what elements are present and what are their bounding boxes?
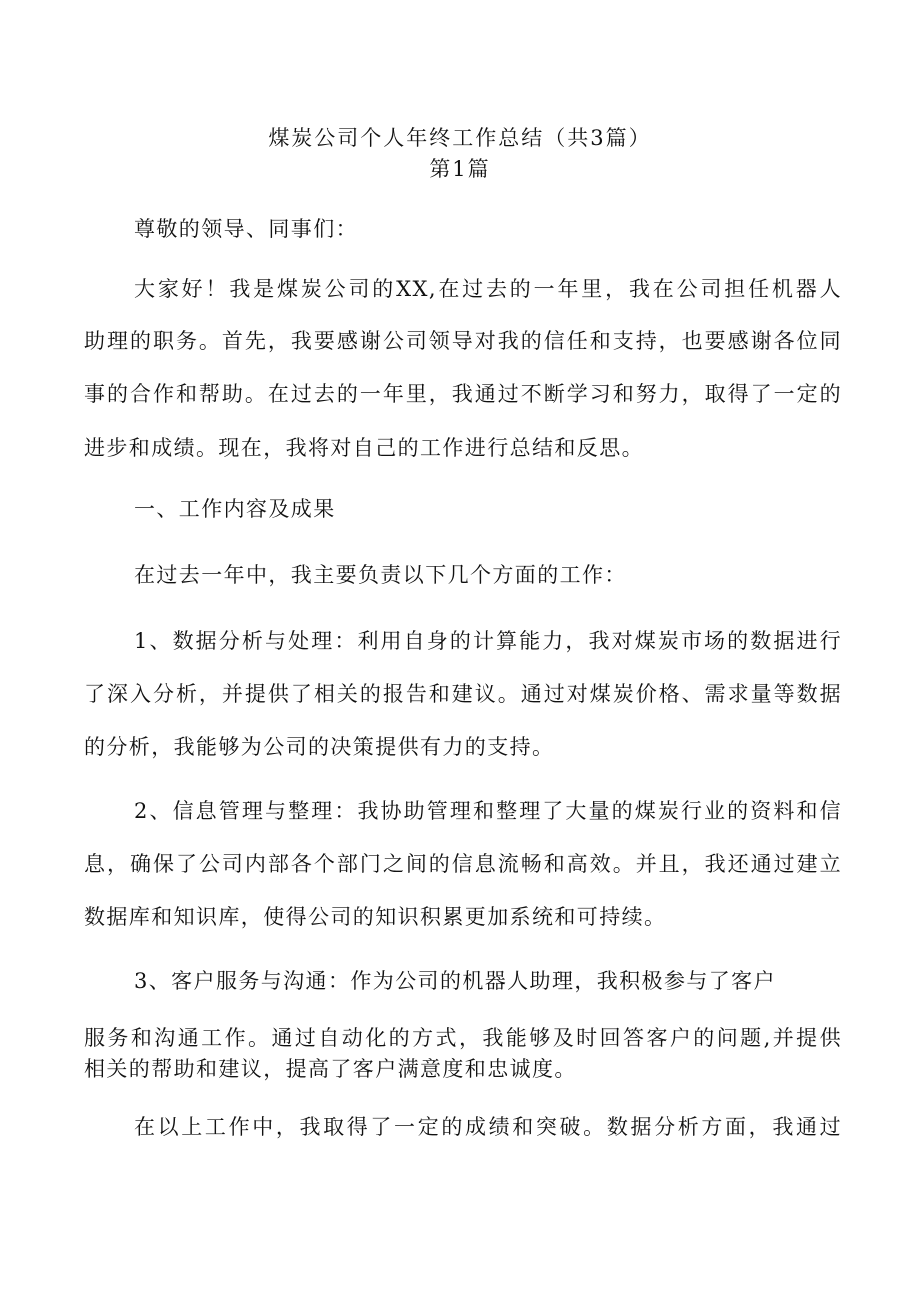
item-2-line: 数据库和知识库，使得公司的知识积累更加系统和可持续。	[84, 905, 667, 929]
document-title: 煤炭公司个人年终工作总结（共3篇）	[268, 126, 652, 150]
intro-line: 助理的职务。首先，我要感谢公司领导对我的信任和支持，也要感谢各位同	[84, 329, 842, 353]
item-1-line: 了深入分析，并提供了相关的报告和建议。通过对煤炭价格、需求量等数据	[84, 682, 842, 706]
item-3-line: 服务和沟通工作。通过自动化的方式，我能够及时回答客户的问题,并提供	[84, 1026, 842, 1050]
item-1-line: 1、数据分析与处理：利用自身的计算能力，我对煤炭市场的数据进行	[134, 629, 842, 653]
intro-line: 事的合作和帮助。在过去的一年里，我通过不断学习和努力，取得了一定的	[84, 382, 842, 406]
section-intro: 在过去一年中，我主要负责以下几个方面的工作：	[134, 563, 627, 587]
document-subtitle: 第1篇	[429, 157, 491, 181]
item-2-line: 2、信息管理与整理：我协助管理和整理了大量的煤炭行业的资料和信	[134, 799, 842, 823]
intro-line: 进步和成绩。现在，我将对自己的工作进行总结和反思。	[84, 436, 644, 460]
item-3-line: 3、客户服务与沟通：作为公司的机器人助理，我积极参与了客户	[134, 969, 776, 993]
closing-line: 在以上工作中，我取得了一定的成绩和突破。数据分析方面，我通过	[134, 1115, 842, 1139]
section-heading: 一、工作内容及成果	[134, 497, 336, 521]
greeting: 尊敬的领导、同事们：	[134, 217, 358, 241]
item-1-line: 的分析，我能够为公司的决策提供有力的支持。	[84, 735, 555, 759]
intro-line: 大家好！我是煤炭公司的XX,在过去的一年里，我在公司担任机器人	[134, 277, 842, 301]
item-2-line: 息，确保了公司内部各个部门之间的信息流畅和高效。并且，我还通过建立	[84, 852, 842, 876]
item-3-line: 相关的帮助和建议，提高了客户满意度和忠诚度。	[84, 1057, 577, 1081]
